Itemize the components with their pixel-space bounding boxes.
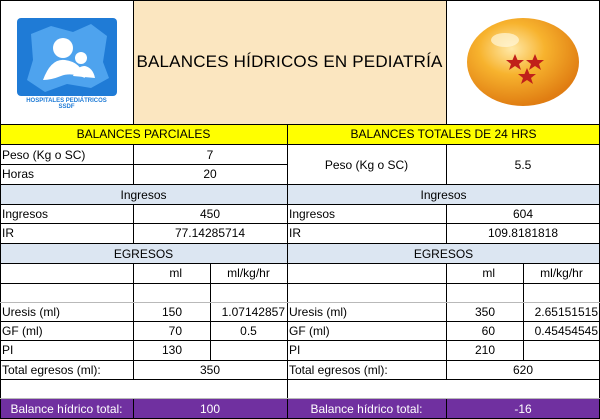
grid-line [523,263,524,360]
totales-gf-label: GF (ml) [289,323,330,338]
parciales-gf-rate: 0.5 [240,323,257,338]
totales-ir-value: 109.8181818 [487,226,559,240]
totales-peso-value[interactable]: 5.5 [514,157,532,172]
totales-ingresos-value[interactable]: 604 [512,206,534,221]
totales-total-value: 620 [512,362,534,377]
totales-uresis-rate: 2.65151515 [534,304,598,319]
parciales-balance-label: Balance hídrico total: [0,398,133,419]
parciales-gf-ml[interactable]: 70 [168,323,182,338]
parciales-total-value: 350 [199,362,221,377]
parciales-ir-label: IR [2,226,14,240]
grid-line [133,204,134,244]
totales-ir-label: IR [289,226,301,240]
parciales-col-ml: ml [169,266,182,280]
grid-line [0,0,1,419]
grid-line [0,243,600,244]
grid-line [446,0,447,124]
grid-line [0,204,600,205]
grid-line [0,223,600,224]
parciales-horas-value[interactable]: 20 [203,167,217,181]
parciales-horas-label: Horas [2,167,35,181]
parciales-ir-value: 77.14285714 [174,226,246,240]
totales-ingresos-section: Ingresos [287,185,600,204]
totales-balance-label: Balance hídrico total: [287,398,446,419]
dragon-ball-cell [446,0,600,124]
grid-line [0,184,600,185]
grid-line [133,0,134,124]
parciales-balance-value: 100 [133,398,287,419]
parciales-col-mlkghr: ml/kg/hr [227,266,270,280]
parciales-peso-value[interactable]: 7 [206,147,214,162]
parciales-egresos-section: EGRESOS [0,244,287,263]
dragon-ball-icon [463,14,583,110]
parciales-ingresos-section: Ingresos [0,185,287,204]
parciales-header: BALANCES PARCIALES [0,124,287,144]
grid-line [446,398,447,419]
logo-text-1: HOSPITALES PEDIÁTRICOS [26,98,107,104]
totales-peso-label: Peso (Kg o SC) [324,157,409,172]
totales-col-ml: ml [482,266,495,280]
grid-line [0,144,600,145]
parciales-pi-ml[interactable]: 130 [161,343,182,357]
parciales-uresis-label: Uresis (ml) [2,304,60,319]
totales-header: BALANCES TOTALES DE 24 HRS [287,124,600,144]
totales-pi-ml[interactable]: 210 [474,343,495,357]
grid-line [287,124,288,419]
page-title: BALANCES HÍDRICOS EN PEDIATRÍA [133,0,446,124]
totales-balance-value: -16 [446,398,600,419]
grid-line [0,283,600,284]
grid-line [210,263,211,360]
grid-line [0,360,600,361]
totales-uresis-label: Uresis (ml) [289,304,347,319]
parciales-uresis-rate: 1.07142857 [221,304,285,319]
grid-line [0,124,600,125]
totales-egresos-section: EGRESOS [287,244,600,263]
grid-line [446,144,447,185]
grid-line [0,302,600,303]
totales-gf-ml[interactable]: 60 [481,323,495,338]
parciales-gf-label: GF (ml) [2,323,43,338]
totales-gf-rate: 0.45454545 [534,323,598,338]
parciales-ingresos-value[interactable]: 450 [199,206,221,221]
grid-line [0,0,600,1]
grid-line [0,263,600,264]
totales-col-mlkghr: ml/kg/hr [540,266,583,280]
grid-line [0,340,600,341]
hospital-logo [11,14,123,110]
logo-text-2: SSDF [58,104,75,110]
totales-ingresos-label: Ingresos [289,206,336,221]
parciales-ingresos-label: Ingresos [2,206,49,221]
grid-line [0,379,600,380]
parciales-peso-label: Peso (Kg o SC) [2,147,86,162]
grid-line [0,164,287,165]
totales-uresis-ml[interactable]: 350 [474,304,495,319]
logo-cell [0,0,133,124]
totales-total-label: Total egresos (ml): [289,362,388,377]
totales-pi-label: PI [289,343,301,357]
grid-line [133,398,134,419]
parciales-total-label: Total egresos (ml): [2,362,101,377]
grid-line [0,398,600,399]
grid-line [446,204,447,244]
parciales-uresis-ml[interactable]: 150 [161,304,182,319]
parciales-pi-label: PI [2,343,14,357]
grid-line [0,321,600,322]
